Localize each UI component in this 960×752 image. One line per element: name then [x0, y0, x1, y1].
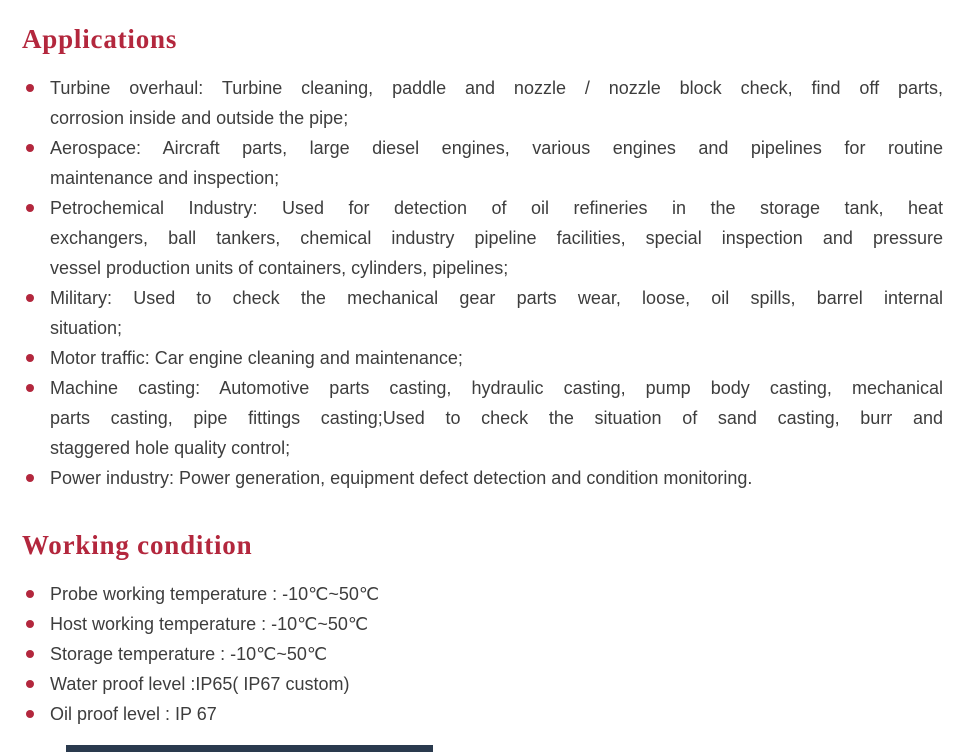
text-line: Host working temperature : -10℃~50℃ — [50, 614, 369, 634]
text-line: Water proof level :IP65( IP67 custom) — [50, 674, 350, 694]
text-line: Turbine overhaul: Turbine cleaning, paddle and nozzle / nozzle block check, find off parts, — [50, 78, 943, 98]
bullet-dot-icon — [22, 463, 50, 493]
section-title: Working condition — [22, 530, 253, 560]
list-item — [22, 133, 943, 193]
cutoff-table-header-bar — [66, 745, 433, 752]
item-text — [50, 373, 943, 463]
section-working-condition — [22, 530, 943, 729]
list-item — [22, 73, 943, 133]
text-line: Probe working temperature : -10℃~50℃ — [50, 584, 380, 604]
bullet-list — [22, 73, 943, 493]
item-text — [50, 699, 943, 729]
bullet-dot-icon — [22, 609, 50, 639]
list-item — [22, 193, 943, 283]
bullet-dot-icon — [22, 73, 50, 103]
item-text — [50, 283, 943, 343]
text-line: parts casting, pipe fittings casting;Used to check the situation of sand casting, burr and — [50, 408, 943, 428]
bullet-dot-icon — [22, 193, 50, 223]
list-item — [22, 699, 943, 729]
text-line: Storage temperature : -10℃~50℃ — [50, 644, 328, 664]
bullet-dot-icon — [22, 699, 50, 729]
item-text — [50, 73, 943, 133]
bullet-dot-icon — [22, 283, 50, 313]
bullet-dot-icon — [22, 343, 50, 373]
text-line: maintenance and inspection; — [50, 168, 280, 188]
text-line: Motor traffic: Car engine cleaning and maintenance; — [50, 348, 463, 368]
list-item — [22, 609, 943, 639]
item-text — [50, 133, 943, 193]
text-line: Military: Used to check the mechanical gear parts wear, loose, oil spills, barrel internal — [50, 288, 943, 308]
text-line: staggered hole quality control; — [50, 438, 291, 458]
item-text — [50, 639, 943, 669]
list-item — [22, 463, 943, 493]
item-text — [50, 609, 943, 639]
list-item — [22, 283, 943, 343]
item-text — [50, 343, 943, 373]
bullet-dot-icon — [22, 133, 50, 163]
bullet-list — [22, 579, 943, 729]
text-line: corrosion inside and outside the pipe; — [50, 108, 349, 128]
text-line: Oil proof level : IP 67 — [50, 704, 217, 724]
list-item — [22, 669, 943, 699]
text-line: Petrochemical Industry: Used for detection of oil refineries in the storage tank, heat — [50, 198, 943, 218]
text-line: Aerospace: Aircraft parts, large diesel engines, various engines and pipelines for routine — [50, 138, 943, 158]
text-line: Power industry: Power generation, equipment defect detection and condition monitoring. — [50, 468, 753, 488]
section-applications — [22, 24, 943, 493]
bullet-dot-icon — [22, 669, 50, 699]
bullet-dot-icon — [22, 373, 50, 403]
text-line: situation; — [50, 318, 123, 338]
text-line: exchangers, ball tankers, chemical industry pipeline facilities, special inspection and pressure — [50, 228, 943, 248]
list-item — [22, 579, 943, 609]
text-line: Machine casting: Automotive parts casting, hydraulic casting, pump body casting, mechanical — [50, 378, 943, 398]
list-item — [22, 343, 943, 373]
item-text — [50, 669, 943, 699]
bullet-dot-icon — [22, 639, 50, 669]
section-title: Applications — [22, 24, 178, 54]
item-text — [50, 193, 943, 283]
item-text — [50, 579, 943, 609]
text-line: vessel production units of containers, cylinders, pipelines; — [50, 258, 509, 278]
list-item — [22, 639, 943, 669]
bullet-dot-icon — [22, 579, 50, 609]
item-text — [50, 463, 943, 493]
list-item — [22, 373, 943, 463]
